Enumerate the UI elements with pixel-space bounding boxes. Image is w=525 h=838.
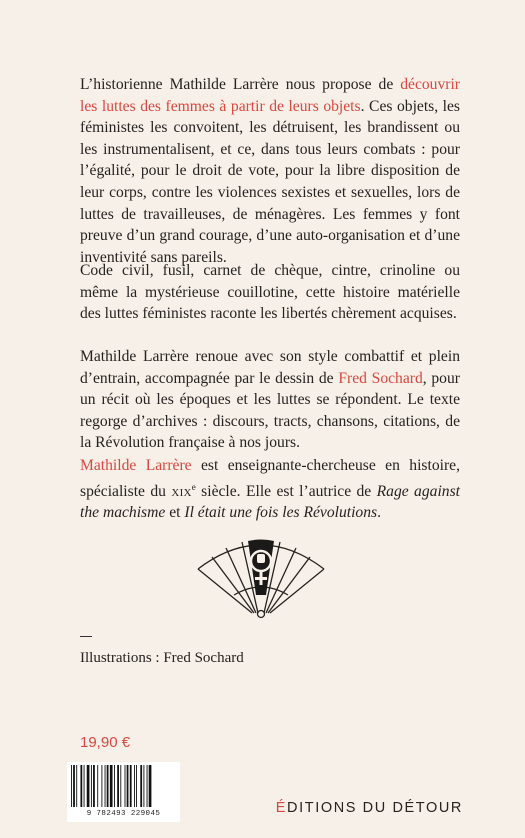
p1-highlight: découvrir les luttes des femmes à partir de leurs objets bbox=[80, 76, 460, 115]
fan-feminist-fist-icon bbox=[192, 533, 330, 621]
isbn-barcode bbox=[67, 762, 180, 822]
author-bio bbox=[80, 455, 460, 524]
isbn-digits: 9 782493 229045 bbox=[86, 810, 161, 818]
summary-paragraph-3 bbox=[80, 346, 460, 454]
p3-rest: , pour un récit où les époques et les luttes se répondent. Le texte regorge d’archives : discours, tracts, chansons, citations, de la Révolution française à nos jours. bbox=[80, 369, 460, 452]
separator-dash bbox=[80, 636, 92, 637]
illustration-credit: Illustrations : Fred Sochard bbox=[80, 650, 244, 666]
p1-intro: L’historienne Mathilde Larrère nous propose de bbox=[80, 76, 401, 93]
summary-paragraph-1 bbox=[80, 74, 460, 268]
p1-rest: . Ces objets, les féministes les convoitent, les détruisent, les brandissent ou les instrumentalisent, et ce, dans tous leurs combats : pour l’égalité, pour le droit de vote, pour la libre disposition de leur corps, contre les violences sexistes et sexuelles, lors de luttes de travailleuses, de ménagères. Les femmes y font preuve d’un grand courage, d’une auto-organisation et d’une inventivité sans pareils. bbox=[80, 97, 460, 266]
bio-author-name: Mathilde Larrère bbox=[80, 457, 192, 474]
bio-book-title-1: Rage against the machisme bbox=[80, 482, 460, 522]
publisher-name: DITIONS DU DÉTOUR bbox=[287, 800, 463, 816]
barcode-bars bbox=[67, 762, 180, 810]
price: 19,90 € bbox=[80, 734, 131, 751]
p3-intro: Mathilde Larrère renoue avec son style combattif et plein d’entrain, accompagnée par le dessin de bbox=[80, 348, 460, 387]
p3-highlight: Fred Sochard bbox=[338, 369, 423, 387]
bio-end: . bbox=[377, 504, 382, 522]
summary-paragraph-2 bbox=[80, 260, 460, 325]
publisher-logo bbox=[276, 800, 463, 816]
p2-text: Code civil, fusil, carnet de chèque, cintre, crinoline ou même la mystérieuse couillotine, cette histoire matérielle des luttes féministes raconte les libertés chèrement acquises. bbox=[80, 262, 460, 323]
bio-book-title-2: Il était une fois les Révolutions bbox=[184, 504, 378, 522]
publisher-accent-letter: É bbox=[275, 800, 288, 816]
bio-part-1: est enseignante-chercheuse en histoire, spécialiste du bbox=[80, 457, 460, 500]
bio-part-2: siècle. Elle est l’autrice de bbox=[195, 482, 377, 500]
bio-part-3: et bbox=[165, 504, 185, 522]
bio-century-sup: e bbox=[191, 481, 196, 492]
bio-century: xix bbox=[171, 482, 192, 500]
